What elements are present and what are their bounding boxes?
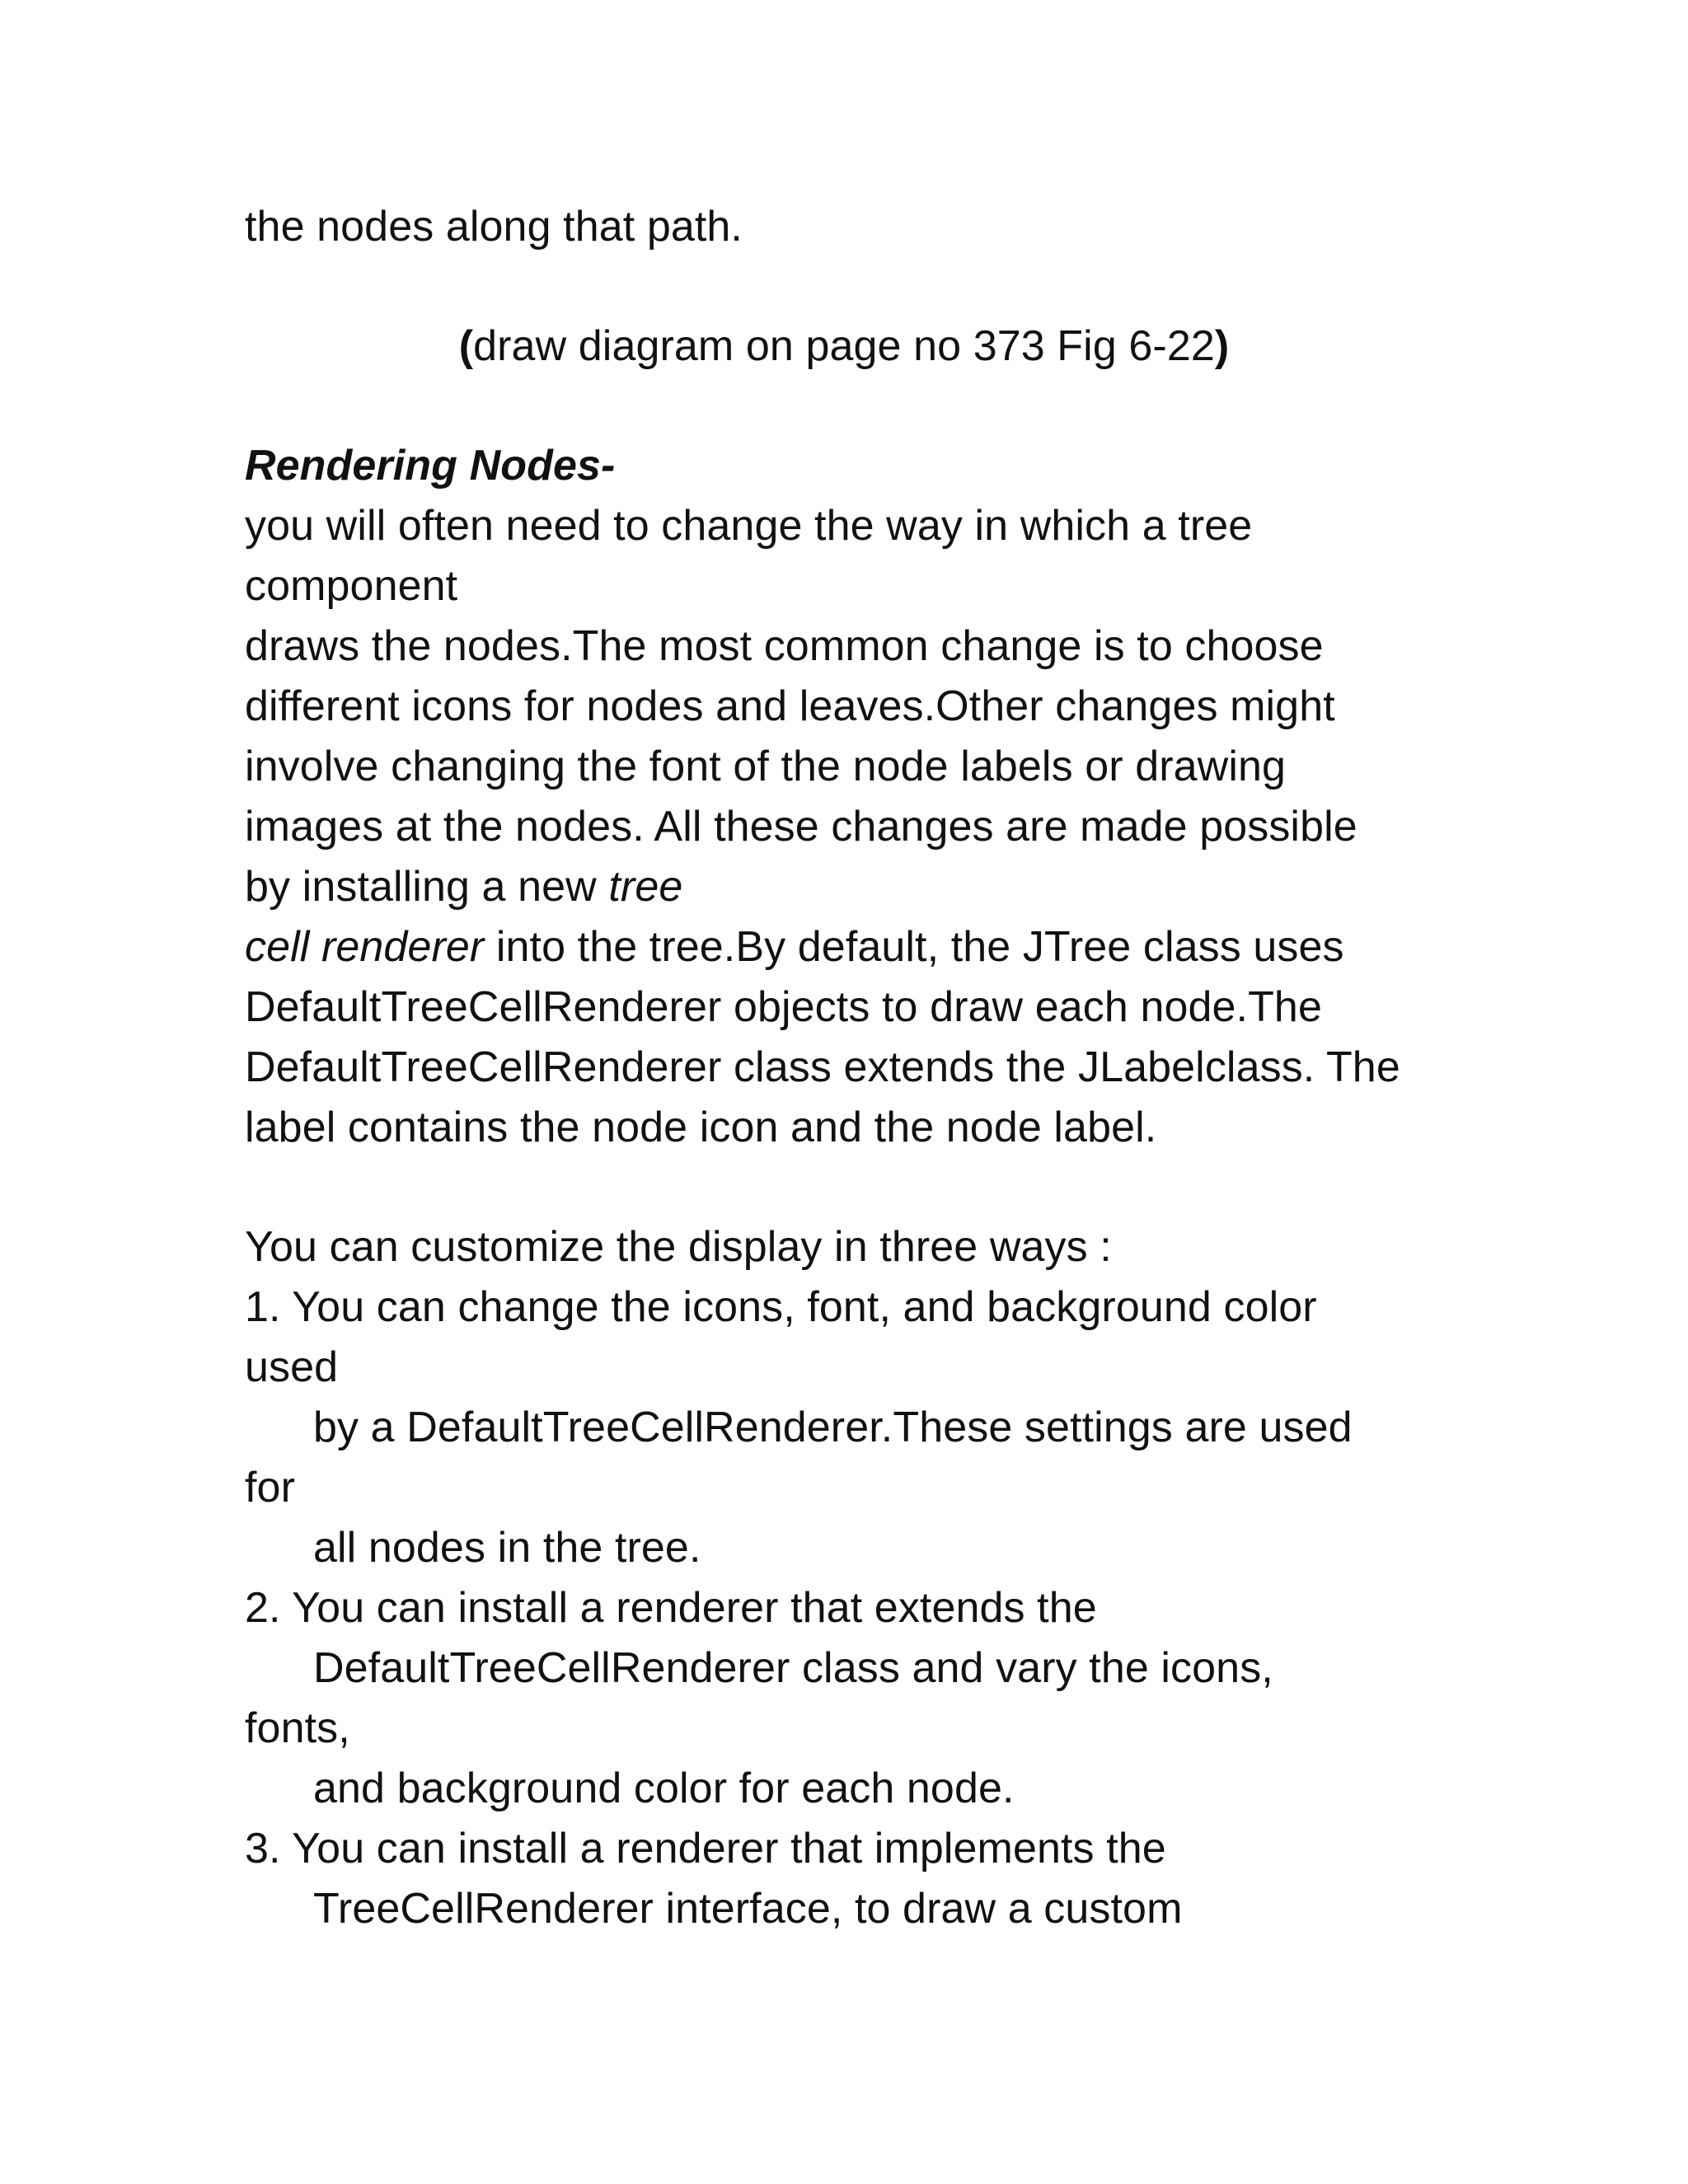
text-line [245, 796, 1357, 857]
line-text: fonts, [245, 1704, 350, 1752]
text-line [245, 1097, 1156, 1158]
line-text: and background color for each node. [313, 1765, 1015, 1812]
line-text: images at the nodes. All these changes are made possible [245, 803, 1357, 851]
line-text: DefaultTreeCellRenderer objects to draw each node.The [245, 983, 1322, 1031]
section-heading-text: Rendering Nodes- [245, 442, 616, 490]
text-line [245, 916, 1344, 977]
diagram-note-text: draw diagram on page no 373 Fig 6-22 [473, 322, 1215, 370]
text-line [313, 1397, 1353, 1458]
text-line [245, 1216, 1112, 1277]
line-text: You can customize the display in three ways : [245, 1223, 1112, 1271]
line-text: 2. You can install a renderer that extends the [245, 1584, 1097, 1632]
section-heading [245, 435, 615, 496]
list-item [245, 1818, 1166, 1879]
italic-term: tree [608, 863, 683, 911]
paren-close: ) [1214, 322, 1230, 370]
line-text: label contains the node icon and the node label. [245, 1104, 1157, 1151]
text-line [245, 555, 457, 616]
text-line [245, 977, 1322, 1038]
text-line [313, 1758, 1015, 1819]
line-text: into the tree.By default, the JTree class uses [484, 923, 1344, 971]
line-text: by a DefaultTreeCellRenderer.These settings are used [313, 1404, 1353, 1451]
paren-open: ( [458, 322, 474, 370]
line-text: you will often need to change the way in which a tree [245, 502, 1253, 550]
text-line [245, 1457, 295, 1518]
diagram-note [0, 316, 1688, 377]
text-line [245, 676, 1335, 737]
text-line [245, 1337, 338, 1398]
text-line [245, 495, 1252, 556]
list-item [245, 1577, 1097, 1638]
line-text: TreeCellRenderer interface, to draw a custom [313, 1885, 1183, 1933]
line-text: all nodes in the tree. [313, 1524, 701, 1572]
text-line [245, 736, 1286, 797]
line-text: draws the nodes.The most common change is to choose [245, 622, 1324, 670]
line-text: the nodes along that path. [245, 203, 743, 251]
line-text: used [245, 1343, 339, 1391]
text-line [245, 1698, 350, 1759]
list-item [245, 1277, 1317, 1338]
line-text: different icons for nodes and leaves.Other changes might [245, 682, 1335, 730]
text-line [313, 1638, 1273, 1699]
text-line [245, 616, 1324, 677]
line-text: DefaultTreeCellRenderer class and vary the icons, [313, 1644, 1273, 1692]
text-line [313, 1878, 1182, 1939]
line-text: 1. You can change the icons, font, and background color [245, 1283, 1317, 1331]
text-line [313, 1517, 701, 1578]
line-text: by installing a new [245, 863, 609, 911]
line-text: component [245, 562, 458, 610]
text-line [245, 196, 743, 257]
line-text: 3. You can install a renderer that implements the [245, 1825, 1166, 1872]
text-line [245, 856, 682, 917]
italic-term: cell renderer [245, 923, 485, 971]
line-text: involve changing the font of the node labels or drawing [245, 743, 1287, 790]
line-text: for [245, 1464, 295, 1511]
line-text: DefaultTreeCellRenderer class extends the JLabelclass. The [245, 1043, 1400, 1091]
text-line [245, 1037, 1400, 1098]
